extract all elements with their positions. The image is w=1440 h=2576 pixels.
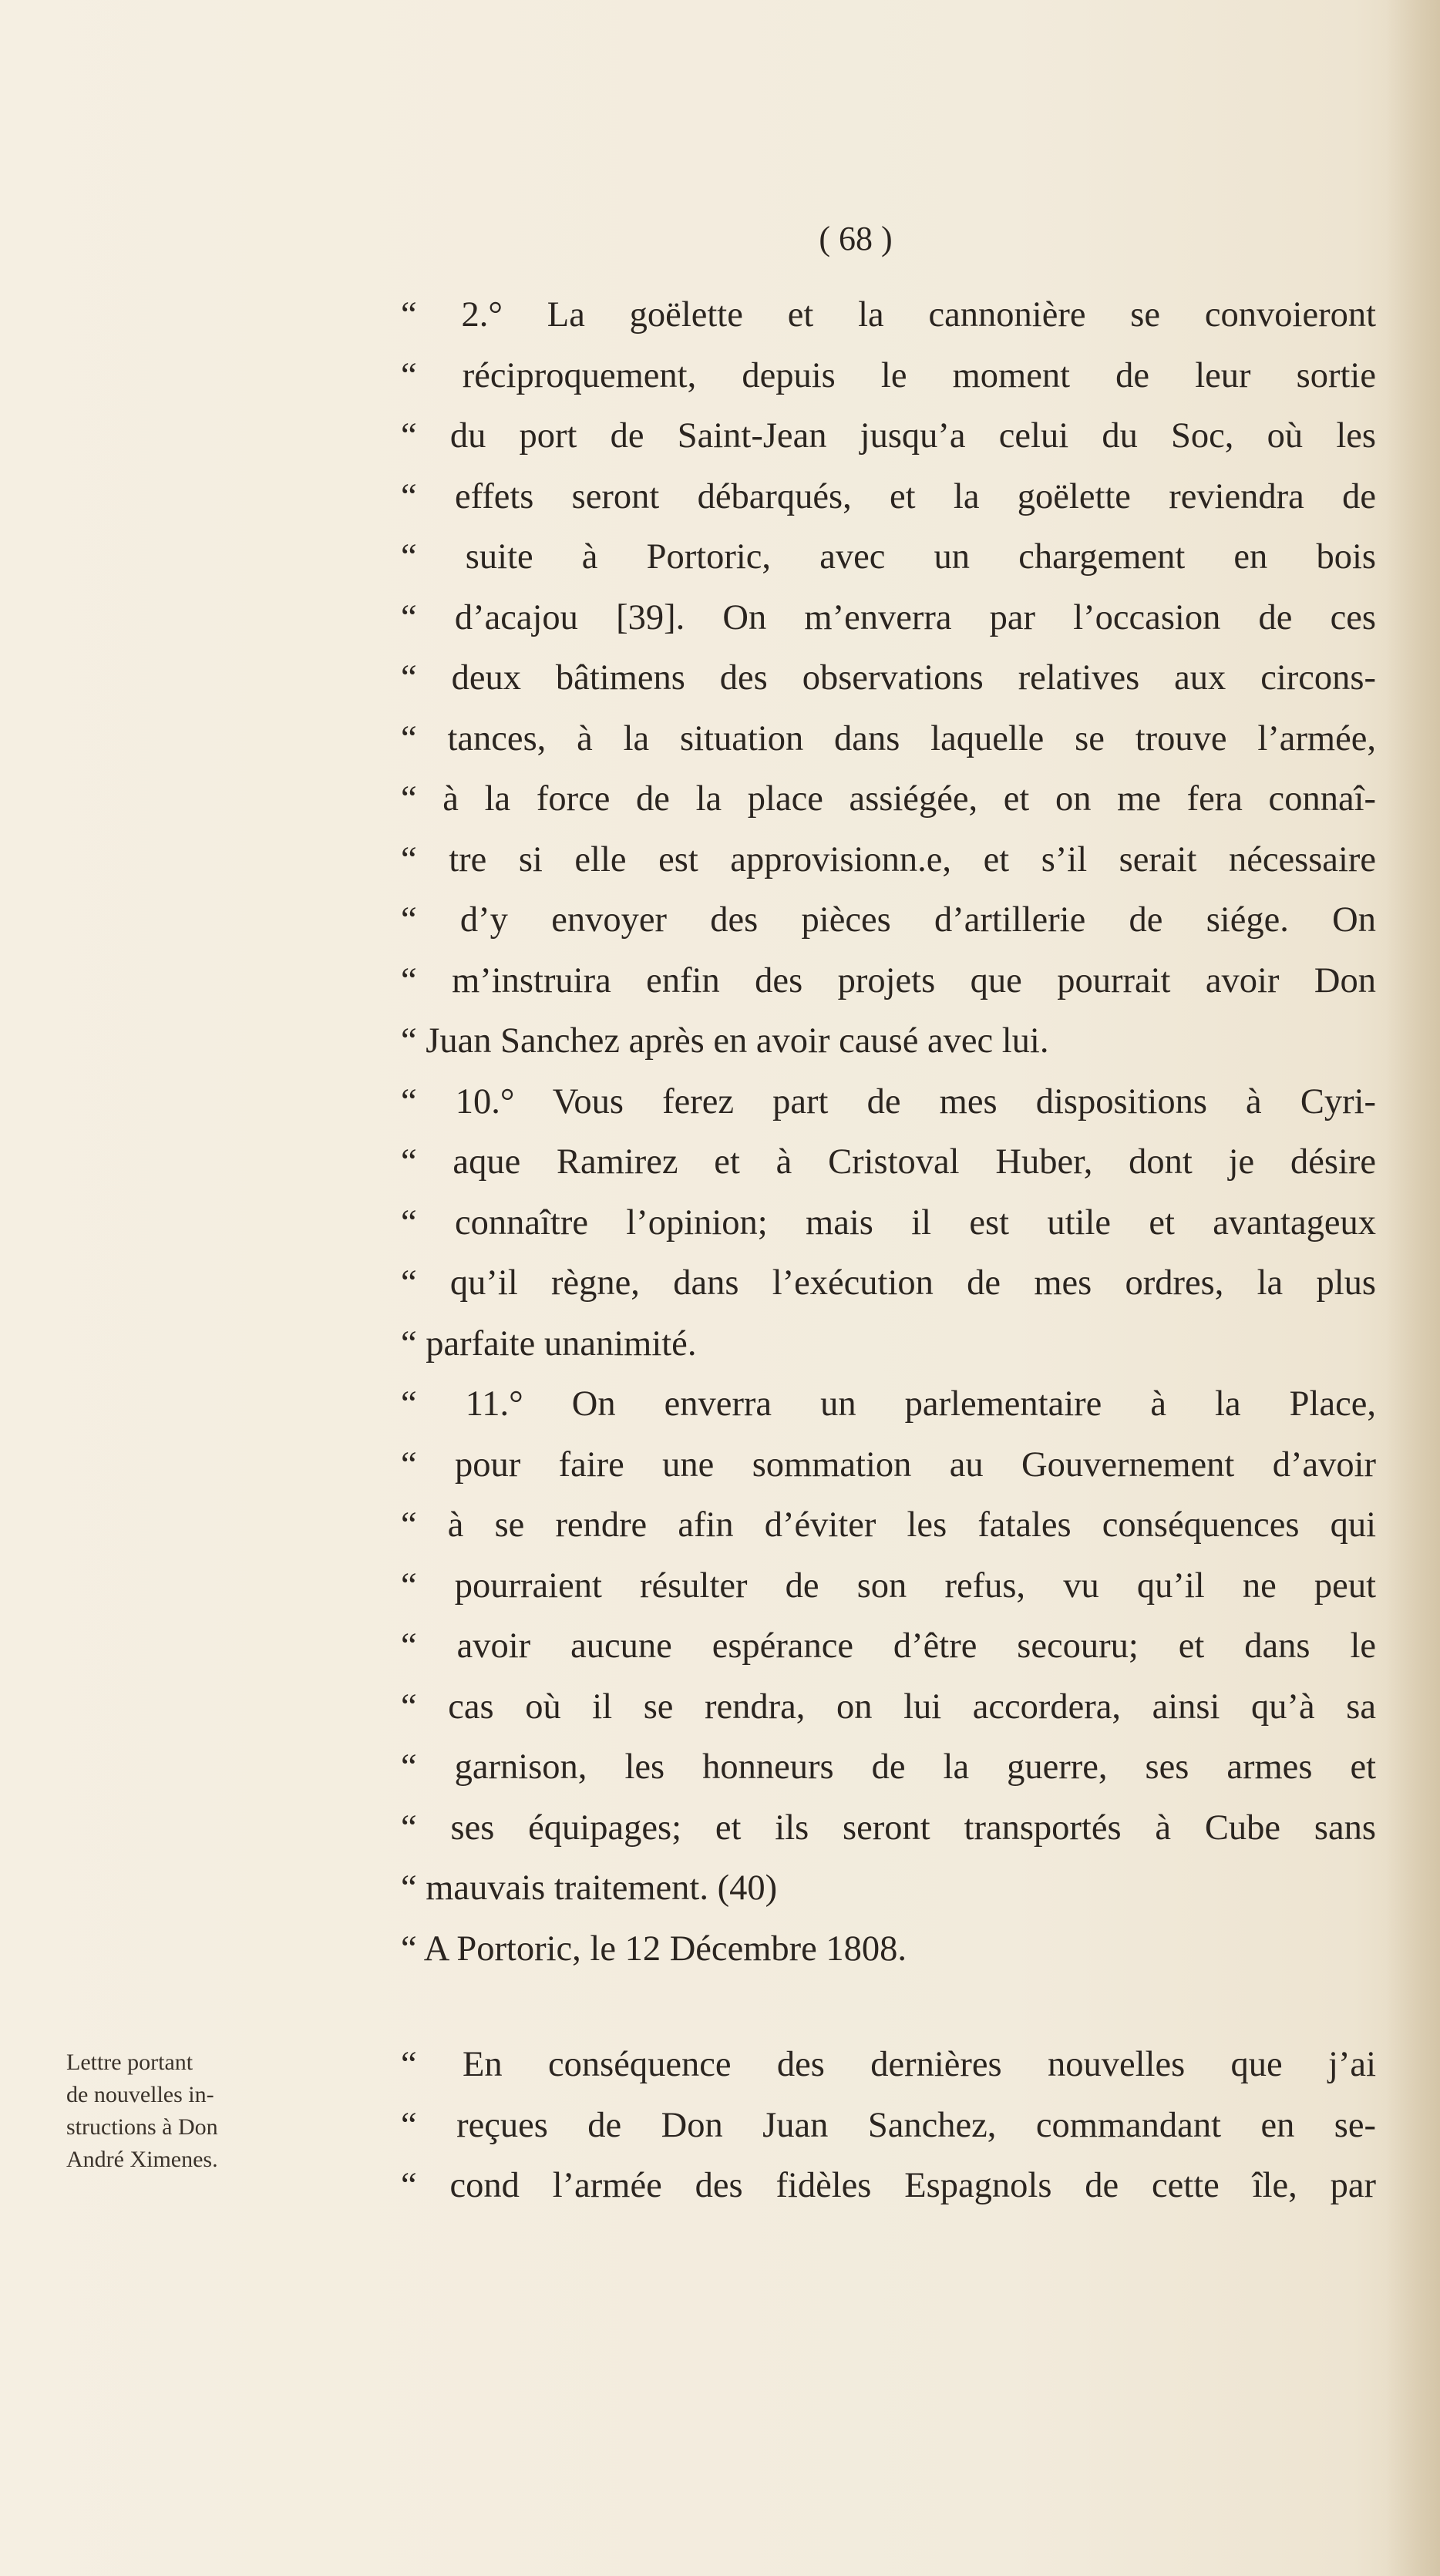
text-line: “ 2.° La goëlette et la cannonière se convoieront — [401, 295, 1376, 335]
text-line: “ tre si elle est approvisionn.e, et s’il serait nécessaire — [401, 839, 1376, 879]
text-line: “ cas où il se rendra, on lui accordera, ainsi qu’à sa — [401, 1687, 1376, 1727]
margin-note-line: André Ximenes. — [66, 2147, 218, 2172]
text-line: “ pourraient résulter de son refus, vu qu’il ne peut — [401, 1565, 1376, 1606]
text-line: “ Juan Sanchez après en avoir causé avec lui. — [401, 1021, 1049, 1061]
text-line: “ cond l’armée des fidèles Espagnols de cette île, par — [401, 2166, 1376, 2205]
letter-text-block — [401, 2035, 1376, 2217]
text-line: “ parfaite unanimité. — [401, 1323, 697, 1364]
text-line: “ du port de Saint-Jean jusqu’a celui du Soc, où les — [401, 416, 1376, 456]
text-line: “ à se rendre afin d’éviter les fatales conséquences qui — [401, 1505, 1376, 1545]
text-line: “ tances, à la situation dans laquelle se trouve l’armée, — [401, 718, 1376, 758]
margin-note-line: de nouvelles in- — [66, 2082, 214, 2107]
text-line: “ aque Ramirez et à Cristoval Huber, dont je désire — [401, 1142, 1376, 1182]
text-line: “ effets seront débarqués, et la goëlette reviendra de — [401, 476, 1376, 516]
text-line: “ qu’il règne, dans l’exécution de mes ordres, la plus — [401, 1263, 1376, 1303]
text-line: “ pour faire une sommation au Gouvernement d’avoir — [401, 1444, 1376, 1485]
text-line: “ m’instruira enfin des projets que pourrait avoir Don — [401, 960, 1376, 1000]
text-line: “ ses équipages; et ils seront transportés à Cube sans — [401, 1808, 1376, 1848]
main-text-block — [401, 285, 1376, 1979]
text-line: “ réciproquement, depuis le moment de leur sortie — [401, 355, 1376, 395]
text-line: “ d’acajou [39]. On m’enverra par l’occasion de ces — [401, 597, 1376, 637]
page-number: ( 68 ) — [819, 220, 893, 257]
text-line: “ suite à Portoric, avec un chargement en bois — [401, 537, 1376, 577]
margin-note-line: Lettre portant — [66, 2050, 193, 2075]
text-line: “ avoir aucune espérance d’être secouru; et dans le — [401, 1626, 1376, 1666]
text-line: “ d’y envoyer des pièces d’artillerie de siége. On — [401, 900, 1376, 940]
text-line: “ à la force de la place assiégée, et on me fera connaî- — [401, 779, 1376, 819]
margin-note — [66, 2046, 359, 2176]
text-line: “ deux bâtimens des observations relatives aux circons- — [401, 658, 1376, 698]
text-line: “ reçues de Don Juan Sanchez, commandant en se- — [401, 2105, 1376, 2145]
text-line: “ mauvais traitement. (40) — [401, 1868, 778, 1908]
text-line: “ A Portoric, le 12 Décembre 1808. — [401, 1929, 907, 1969]
text-line: “ 11.° On enverra un parlementaire à la Place, — [401, 1384, 1376, 1424]
text-line: “ connaître l’opinion; mais il est utile et avantageux — [401, 1202, 1376, 1243]
page-edge-shadow — [1386, 0, 1440, 2576]
text-line: “ garnison, les honneurs de la guerre, ses armes et — [401, 1747, 1376, 1787]
text-line: “ En conséquence des dernières nouvelles que j’ai — [401, 2045, 1376, 2084]
text-line: “ 10.° Vous ferez part de mes dispositions à Cyri- — [401, 1081, 1376, 1122]
margin-note-line: structions à Don — [66, 2114, 218, 2140]
